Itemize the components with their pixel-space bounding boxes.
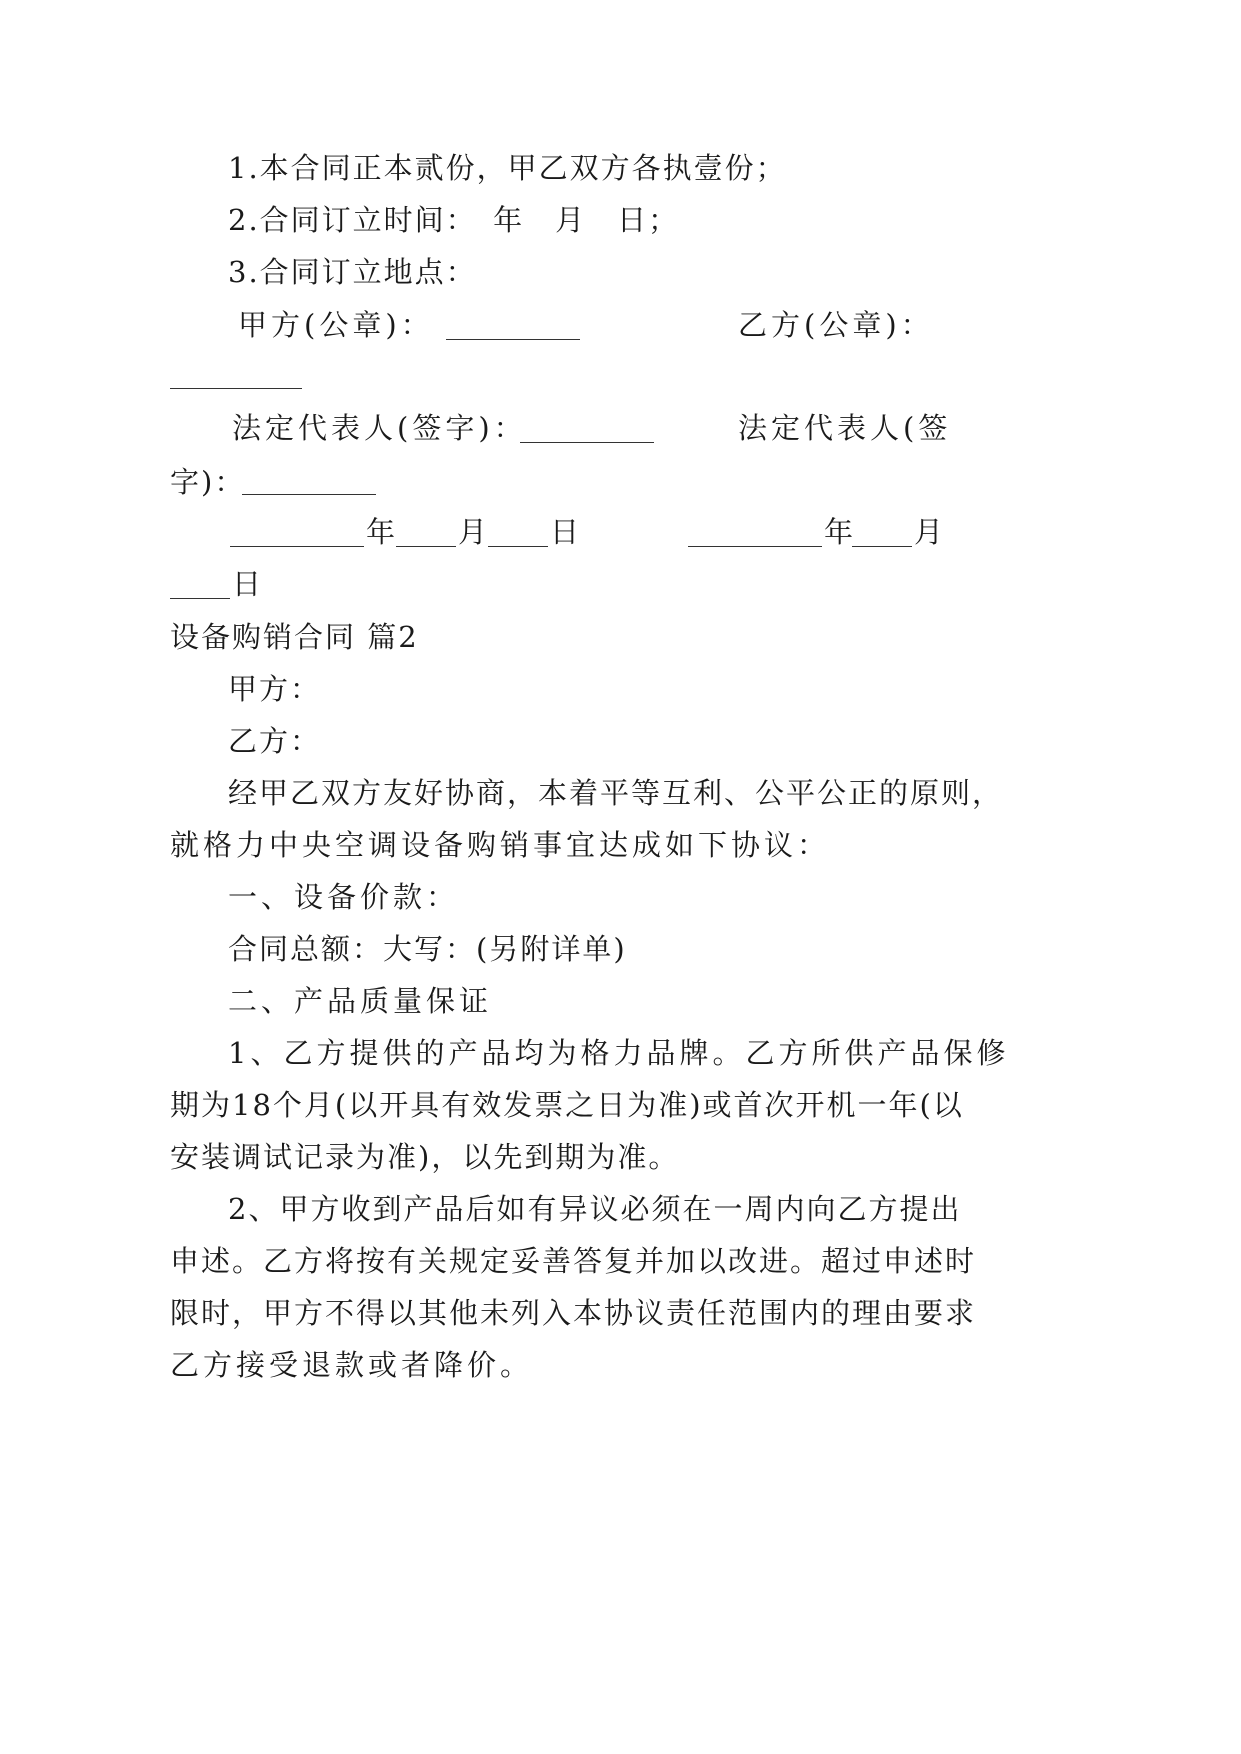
clause-2-line-2: 申述。乙方将按有关规定妥善答复并加以改进。超过申述时 <box>170 1244 977 1278</box>
party-a-seal-blank <box>446 315 580 340</box>
section-heading: 设备购销合同 篇2 <box>170 620 419 654</box>
rep-b-label-end: 字)： <box>170 465 246 499</box>
date-b-day-blank <box>170 574 230 599</box>
party-b-seal-label: 乙方(公章)： <box>738 308 934 342</box>
clause-1-line-3: 安装调试记录为准)，以先到期为准。 <box>170 1140 680 1174</box>
rep-a-label: 法定代表人(签字)： <box>232 411 527 445</box>
party-a-seal-label: 甲方(公章)： <box>238 308 434 342</box>
section-1-title: 一、设备价款： <box>228 880 460 914</box>
date-b-day: 日 <box>232 567 264 601</box>
contract-total: 合同总额：大写：(另附详单) <box>228 932 627 966</box>
date-a-year-blank <box>230 522 364 547</box>
item-signing-place: 3.合同订立地点： <box>228 255 477 289</box>
date-a-day-blank <box>488 522 548 547</box>
date-b-month-blank <box>852 522 912 547</box>
party-b-label: 乙方： <box>228 724 322 758</box>
party-a-label: 甲方： <box>228 672 322 706</box>
item-signing-time: 2.合同订立时间： 年 月 日； <box>228 203 680 237</box>
item-copies: 1.本合同正本贰份，甲乙双方各执壹份； <box>228 151 787 185</box>
rep-b-label-start: 法定代表人(签 <box>738 411 952 445</box>
date-b-month: 月 <box>914 515 946 549</box>
date-b-year-blank <box>688 522 822 547</box>
clause-1-line-1: 1、乙方提供的产品均为格力品牌。乙方所供产品保修 <box>228 1036 1010 1070</box>
intro-paragraph-line-1: 经甲乙双方友好协商，本着平等互利、公平公正的原则， <box>228 776 1004 810</box>
party-b-seal-blank <box>170 364 302 389</box>
date-a-year: 年 <box>366 515 398 549</box>
rep-a-blank <box>520 418 654 443</box>
date-b-year: 年 <box>824 515 856 549</box>
clause-2-line-4: 乙方接受退款或者降价。 <box>170 1348 534 1382</box>
clause-2-line-1: 2、甲方收到产品后如有异议必须在一周内向乙方提出 <box>228 1192 962 1226</box>
date-a-month-blank <box>396 522 456 547</box>
clause-2-line-3: 限时，甲方不得以其他未列入本协议责任范围内的理由要求 <box>170 1296 977 1330</box>
section-2-title: 二、产品质量保证 <box>228 984 493 1018</box>
date-a-month: 月 <box>458 515 490 549</box>
date-a-day: 日 <box>550 515 582 549</box>
rep-b-blank <box>242 470 376 495</box>
clause-1-line-2: 期为18个月(以开具有效发票之日为准)或首次开机一年(以 <box>170 1088 964 1122</box>
intro-paragraph-line-2: 就格力中央空调设备购销事宜达成如下协议： <box>170 828 831 862</box>
